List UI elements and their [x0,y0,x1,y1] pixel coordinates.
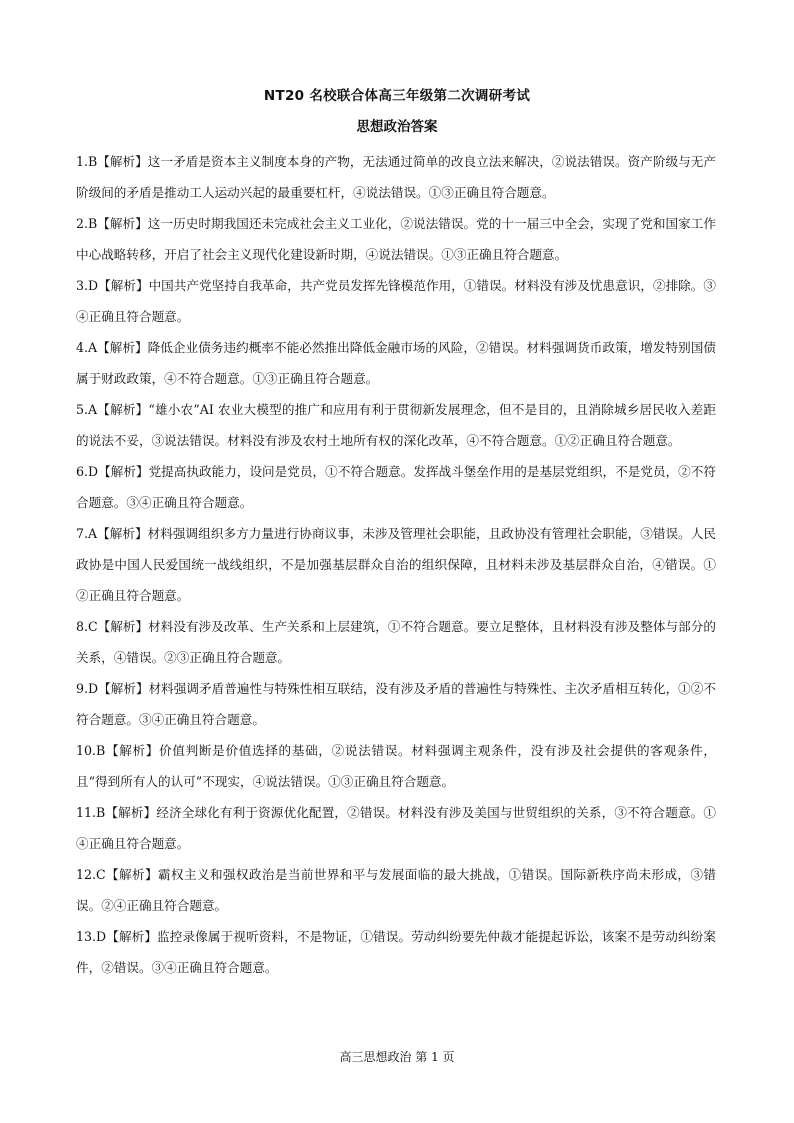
answer-item: 2.B【解析】这一历史时期我国还未完成社会主义工业化，②说法错误。党的十一届三中全会，实现了党和国家工作中心战略转移，开启了社会主义现代化建设新时期，④说法错误。①③正确且符合题意。 [76,216,716,262]
answer-item: 6.D【解析】党提高执政能力，设问是党员，①不符合题意。发挥战斗堡垒作用的是基层党组织，不是党员，②不符合题意。③④正确且符合题意。 [76,464,716,510]
answer-item: 10.B【解析】价值判断是价值选择的基础，②说法错误。材料强调主观条件，没有涉及社会提供的客观条件，且“得到所有人的认可”不现实，④说法错误。①③正确且符合题意。 [76,743,716,789]
page-title: NT20 名校联合体高三年级第二次调研考试 [263,88,531,104]
answer-item: 11.B【解析】经济全球化有利于资源优化配置，②错误。材料没有涉及美国与世贸组织的关系，③不符合题意。①④正确且符合题意。 [76,805,716,851]
answer-list [76,146,716,983]
answer-item: 12.C【解析】霸权主义和强权政治是当前世界和平与发展面临的最大挑战，①错误。国际新秩序尚未形成，③错误。②④正确且符合题意。 [76,867,716,913]
answer-item: 5.A【解析】“雄小农”AI 农业大模型的推广和应用有利于贯彻新发展理念，但不是目的，且消除城乡居民收入差距的说法不妥，③说法错误。材料没有涉及农村土地所有权的深化改革，④不符合题意。①②正确且符合题意。 [76,402,716,448]
answer-item: 9.D【解析】材料强调矛盾普遍性与特殊性相互联结，没有涉及矛盾的普遍性与特殊性、主次矛盾相互转化，①②不符合题意。③④正确且符合题意。 [76,681,716,727]
page-footer: 高三思想政治 第 1 页 [339,1050,455,1064]
answer-item: 1.B【解析】这一矛盾是资本主义制度本身的产物，无法通过简单的改良立法来解决，②说法错误。资产阶级与无产阶级间的矛盾是推动工人运动兴起的最重要杠杆，④说法错误。①③正确且符合题意。 [76,154,716,200]
answer-item: 3.D【解析】中国共产党坚持自我革命，共产党员发挥先锋模范作用，①错误。材料没有涉及忧患意识，②排除。③④正确且符合题意。 [76,278,716,324]
answer-item: 4.A【解析】降低企业债务违约概率不能必然推出降低金融市场的风险，②错误。材料强调货币政策，增发特别国债属于财政政策，④不符合题意。①③正确且符合题意。 [76,340,716,386]
answer-item: 8.C【解析】材料没有涉及改革、生产关系和上层建筑，①不符合题意。要立足整体，且材料没有涉及整体与部分的关系，④错误。②③正确且符合题意。 [76,619,716,665]
page-subtitle: 思想政治答案 [356,119,438,135]
answer-item: 13.D【解析】监控录像属于视听资料，不是物证，①错误。劳动纠纷要先仲裁才能提起诉讼，该案不是劳动纠纷案件，②错误。③④正确且符合题意。 [76,929,716,975]
answer-item: 7.A【解析】材料强调组织多方力量进行协商议事，未涉及管理社会职能，且政协没有管理社会职能，③错误。人民政协是中国人民爱国统一战线组织，不是加强基层群众自治的组织保障，且材料未涉及基层群众自治，④错误。①②正确且符合题意。 [76,526,716,603]
